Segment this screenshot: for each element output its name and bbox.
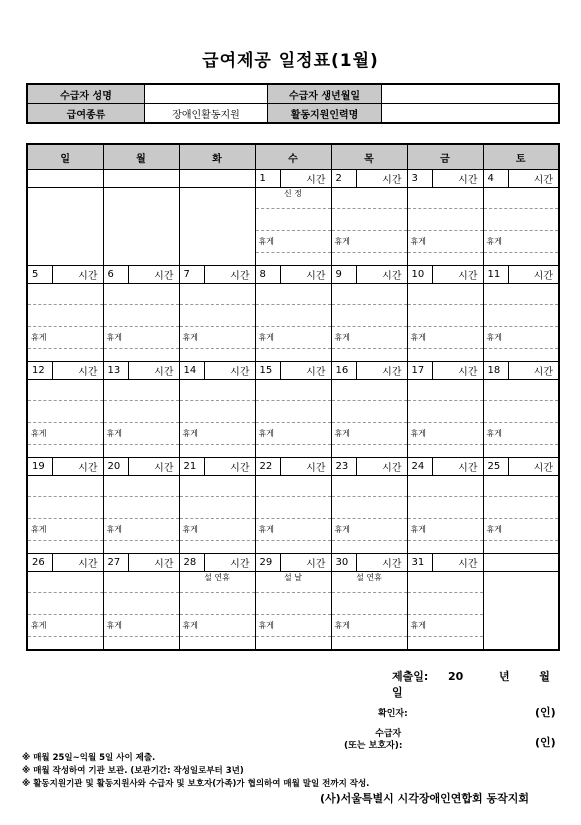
date-cell — [255, 554, 331, 572]
date-cell — [483, 266, 559, 284]
submit-date-line — [392, 668, 581, 700]
week-date-row — [27, 458, 559, 476]
schedule-field[interactable] — [331, 401, 407, 423]
hours-field[interactable]: 시간 — [458, 271, 478, 282]
hours-field[interactable]: 시간 — [382, 559, 402, 570]
date-cell — [255, 170, 331, 188]
schedule-field[interactable] — [103, 593, 179, 615]
day-number: 20 — [104, 458, 129, 475]
holiday-note — [331, 380, 407, 401]
schedule-field[interactable] — [331, 305, 407, 327]
schedule-field[interactable] — [179, 401, 255, 423]
holiday-note — [407, 188, 483, 209]
hours-field[interactable]: 시간 — [78, 463, 98, 474]
rest-field[interactable]: 휴게 — [407, 231, 483, 253]
week-spacer-row — [27, 253, 559, 266]
date-cell — [331, 266, 407, 284]
week-note-row — [27, 380, 559, 401]
holiday-note — [483, 572, 559, 593]
spacer-cell — [407, 253, 483, 266]
rest-field[interactable]: 휴게 — [103, 519, 179, 541]
spacer-cell — [103, 253, 179, 266]
holiday-note — [103, 476, 179, 497]
holiday-note — [483, 476, 559, 497]
holiday-note — [179, 188, 255, 209]
hours-field[interactable]: 시간 — [382, 175, 402, 186]
week-date-row — [27, 554, 559, 572]
schedule-field[interactable] — [483, 401, 559, 423]
holiday-note — [407, 572, 483, 593]
holiday-note — [331, 284, 407, 305]
submit-year-prefix[interactable]: 20 — [447, 670, 464, 683]
hours-field[interactable]: 시간 — [458, 367, 478, 378]
spacer-cell — [483, 253, 559, 266]
day-number: 11 — [484, 266, 509, 283]
spacer-cell — [103, 445, 179, 458]
spacer-cell — [27, 445, 103, 458]
schedule-field[interactable] — [407, 401, 483, 423]
hours-field[interactable]: 시간 — [382, 367, 402, 378]
date-cell — [407, 554, 483, 572]
page-title: 급여제공 일정표(1월) — [202, 51, 379, 71]
schedule-field[interactable] — [103, 401, 179, 423]
hours-field[interactable]: 시간 — [154, 463, 174, 474]
day-number: 18 — [484, 362, 509, 379]
hours-field[interactable]: 시간 — [306, 271, 326, 282]
week-schedule-row — [27, 497, 559, 519]
date-cell — [483, 362, 559, 380]
day-number: 6 — [104, 266, 129, 283]
rest-field — [179, 231, 255, 253]
spacer-cell — [27, 541, 103, 554]
weekday-header: 토 — [483, 144, 559, 170]
schedule-field[interactable] — [331, 497, 407, 519]
day-number: 3 — [408, 170, 433, 187]
notes-block — [22, 752, 369, 791]
spacer-cell — [407, 445, 483, 458]
day-number: 21 — [180, 458, 205, 475]
spacer-cell — [103, 541, 179, 554]
spacer-cell — [179, 349, 255, 362]
holiday-note — [27, 476, 103, 497]
assistant-name-field[interactable] — [382, 104, 560, 124]
hours-field[interactable]: 시간 — [533, 367, 553, 378]
date-cell — [103, 266, 179, 284]
holiday-note — [483, 284, 559, 305]
date-cell — [27, 362, 103, 380]
day-number: 2 — [332, 170, 357, 187]
spacer-cell — [483, 349, 559, 362]
holiday-note — [103, 284, 179, 305]
calendar-table — [26, 143, 560, 651]
spacer-cell — [255, 253, 331, 266]
spacer-cell — [483, 445, 559, 458]
rest-field[interactable]: 휴게 — [483, 231, 559, 253]
schedule-field[interactable] — [331, 209, 407, 231]
week-rest-row — [27, 423, 559, 445]
organization-name: (사)서울특별시 시각장애인연합회 동작지회 — [320, 792, 529, 805]
submit-date-label: 제출일: — [392, 670, 429, 683]
day-number: 14 — [180, 362, 205, 379]
schedule-field — [103, 209, 179, 231]
date-cell — [331, 458, 407, 476]
spacer-cell — [255, 637, 331, 651]
rest-field[interactable]: 휴게 — [407, 423, 483, 445]
date-cell — [179, 458, 255, 476]
day-label: 일 — [392, 686, 403, 699]
hours-field[interactable]: 시간 — [382, 463, 402, 474]
hours-field[interactable]: 시간 — [306, 175, 326, 186]
day-number: 9 — [332, 266, 357, 283]
hours-field[interactable]: 시간 — [78, 271, 98, 282]
benefit-type-field[interactable]: 장애인활동지원 — [145, 104, 268, 124]
spacer-cell — [103, 349, 179, 362]
rest-field[interactable]: 휴게 — [407, 615, 483, 637]
recipient-name-field[interactable] — [145, 84, 268, 104]
holiday-note — [255, 380, 331, 401]
hours-field[interactable]: 시간 — [533, 271, 553, 282]
week-note-row — [27, 476, 559, 497]
rest-field[interactable]: 휴게 — [255, 327, 331, 349]
week-rest-row — [27, 615, 559, 637]
note-line: ※ 매월 25일~익월 5일 사이 제출. — [22, 753, 156, 763]
rest-field[interactable]: 휴게 — [331, 327, 407, 349]
year-label: 년 — [498, 670, 510, 683]
assistant-name-label: 활동지원인력명 — [268, 104, 382, 124]
day-number: 24 — [408, 458, 433, 475]
holiday-note — [483, 188, 559, 209]
hours-field[interactable]: 시간 — [78, 367, 98, 378]
rest-field[interactable]: 휴게 — [255, 519, 331, 541]
schedule-field[interactable] — [27, 593, 103, 615]
schedule-field[interactable] — [255, 401, 331, 423]
date-cell — [407, 170, 483, 188]
holiday-note — [27, 572, 103, 593]
rest-field[interactable]: 휴게 — [255, 615, 331, 637]
note-line: ※ 활동지원기관 및 활동지원사와 수급자 및 보호자(가족)가 협의하여 매월 말일 전까지 작성. — [22, 779, 370, 789]
rest-field[interactable]: 휴게 — [483, 327, 559, 349]
hours-field[interactable]: 시간 — [533, 175, 553, 186]
date-cell — [179, 554, 255, 572]
holiday-note — [103, 380, 179, 401]
hours-field[interactable]: 시간 — [78, 559, 98, 570]
schedule-field[interactable] — [483, 209, 559, 231]
day-number: 13 — [104, 362, 129, 379]
schedule-field[interactable] — [407, 593, 483, 615]
hours-field[interactable]: 시간 — [230, 367, 250, 378]
rest-field[interactable]: 휴게 — [483, 423, 559, 445]
week-note-row — [27, 188, 559, 209]
holiday-note — [407, 284, 483, 305]
hours-field[interactable]: 시간 — [230, 559, 250, 570]
rest-field — [483, 615, 559, 637]
schedule-field[interactable] — [255, 497, 331, 519]
spacer-cell — [331, 253, 407, 266]
holiday-note — [255, 476, 331, 497]
hours-field[interactable]: 시간 — [306, 559, 326, 570]
date-cell — [27, 458, 103, 476]
rest-field[interactable]: 휴게 — [483, 519, 559, 541]
schedule-field[interactable] — [103, 497, 179, 519]
recipient-signature-label — [344, 728, 402, 752]
date-cell — [103, 458, 179, 476]
day-number: 12 — [28, 362, 53, 379]
date-cell — [103, 362, 179, 380]
day-number: 26 — [28, 554, 53, 571]
rest-field[interactable]: 휴게 — [179, 327, 255, 349]
schedule-field[interactable] — [483, 497, 559, 519]
week-schedule-row — [27, 401, 559, 423]
day-number: 28 — [180, 554, 205, 571]
recipient-birth-label: 수급자 생년월일 — [268, 84, 382, 104]
hours-field[interactable]: 시간 — [533, 463, 553, 474]
rest-field — [103, 231, 179, 253]
date-cell — [331, 554, 407, 572]
holiday-note: 설 연휴 — [179, 572, 255, 593]
spacer-cell — [179, 637, 255, 651]
month-label: 월 — [539, 670, 550, 683]
schedule-field[interactable] — [179, 593, 255, 615]
holiday-note — [483, 380, 559, 401]
spacer-cell — [407, 541, 483, 554]
date-cell — [483, 554, 559, 572]
day-number: 25 — [484, 458, 509, 475]
holiday-note: 신 정 — [255, 188, 331, 209]
hours-field[interactable]: 시간 — [154, 367, 174, 378]
week-date-row — [27, 170, 559, 188]
recipient-name-label: 수급자 성명 — [27, 84, 145, 104]
rest-field[interactable]: 휴게 — [179, 519, 255, 541]
schedule-field[interactable] — [407, 209, 483, 231]
date-cell — [255, 266, 331, 284]
date-cell — [255, 362, 331, 380]
schedule-field — [483, 593, 559, 615]
holiday-note — [103, 572, 179, 593]
rest-field[interactable]: 휴게 — [103, 615, 179, 637]
rest-field[interactable]: 휴게 — [179, 423, 255, 445]
holiday-note — [103, 188, 179, 209]
day-number: 4 — [484, 170, 509, 187]
day-number: 8 — [256, 266, 281, 283]
week-note-row — [27, 284, 559, 305]
schedule-field[interactable] — [407, 497, 483, 519]
day-number: 31 — [408, 554, 433, 571]
schedule-field[interactable] — [255, 593, 331, 615]
rest-field[interactable]: 휴게 — [331, 519, 407, 541]
holiday-note — [331, 188, 407, 209]
spacer-cell — [483, 541, 559, 554]
spacer-cell — [103, 637, 179, 651]
schedule-field[interactable] — [407, 305, 483, 327]
week-spacer-row — [27, 637, 559, 651]
guardian-label: (또는 보호자): — [344, 741, 403, 751]
spacer-cell — [27, 637, 103, 651]
date-cell — [179, 362, 255, 380]
spacer-cell — [331, 349, 407, 362]
rest-field[interactable]: 휴게 — [407, 519, 483, 541]
spacer-cell — [255, 541, 331, 554]
spacer-cell — [331, 445, 407, 458]
week-spacer-row — [27, 541, 559, 554]
rest-field[interactable]: 휴게 — [179, 615, 255, 637]
weekday-header: 수 — [255, 144, 331, 170]
rest-field[interactable]: 휴게 — [331, 231, 407, 253]
spacer-cell — [407, 637, 483, 651]
spacer-cell — [255, 445, 331, 458]
day-number: 19 — [28, 458, 53, 475]
date-cell — [255, 458, 331, 476]
week-rest-row — [27, 519, 559, 541]
weekday-header: 목 — [331, 144, 407, 170]
schedule-field[interactable] — [103, 305, 179, 327]
date-cell — [27, 170, 103, 188]
rest-field[interactable]: 휴게 — [27, 423, 103, 445]
holiday-note — [179, 476, 255, 497]
week-rest-row — [27, 327, 559, 349]
weekday-header-row — [27, 144, 559, 170]
week-schedule-row — [27, 305, 559, 327]
schedule-field[interactable] — [255, 209, 331, 231]
week-spacer-row — [27, 349, 559, 362]
holiday-note — [179, 284, 255, 305]
day-number: 16 — [332, 362, 357, 379]
spacer-cell — [255, 349, 331, 362]
schedule-field[interactable] — [27, 497, 103, 519]
spacer-cell — [407, 349, 483, 362]
rest-field[interactable]: 휴게 — [255, 231, 331, 253]
day-number: 17 — [408, 362, 433, 379]
schedule-field[interactable] — [255, 305, 331, 327]
week-schedule-row — [27, 593, 559, 615]
spacer-cell — [331, 541, 407, 554]
day-number: 1 — [256, 170, 281, 187]
hours-field[interactable]: 시간 — [154, 271, 174, 282]
date-cell — [103, 554, 179, 572]
week-schedule-row — [27, 209, 559, 231]
recipient-birth-field[interactable] — [382, 84, 560, 104]
holiday-note — [179, 380, 255, 401]
hours-field[interactable]: 시간 — [306, 367, 326, 378]
date-cell — [483, 170, 559, 188]
spacer-cell — [27, 349, 103, 362]
week-date-row — [27, 362, 559, 380]
holiday-note — [27, 188, 103, 209]
day-number: 10 — [408, 266, 433, 283]
holiday-note: 설 연휴 — [331, 572, 407, 593]
rest-field[interactable]: 휴게 — [407, 327, 483, 349]
schedule-field[interactable] — [483, 305, 559, 327]
recipient-seal[interactable]: (인) — [535, 736, 556, 749]
schedule-field[interactable] — [179, 305, 255, 327]
week-date-row — [27, 266, 559, 284]
holiday-note — [27, 284, 103, 305]
day-number: 7 — [180, 266, 205, 283]
rest-field[interactable]: 휴게 — [27, 327, 103, 349]
recipient-info-table — [26, 83, 560, 124]
day-number: 15 — [256, 362, 281, 379]
hours-field[interactable]: 시간 — [458, 463, 478, 474]
weekday-header: 월 — [103, 144, 179, 170]
weekday-header: 일 — [27, 144, 103, 170]
schedule-field — [179, 209, 255, 231]
rest-field[interactable]: 휴게 — [255, 423, 331, 445]
day-number: 30 — [332, 554, 357, 571]
hours-field[interactable]: 시간 — [458, 175, 478, 186]
date-cell — [103, 170, 179, 188]
day-number: 22 — [256, 458, 281, 475]
date-cell — [27, 554, 103, 572]
date-cell — [179, 266, 255, 284]
date-cell — [27, 266, 103, 284]
schedule-field[interactable] — [27, 305, 103, 327]
week-rest-row — [27, 231, 559, 253]
hours-field[interactable]: 시간 — [458, 559, 478, 570]
confirmer-seal[interactable]: (인) — [535, 706, 556, 719]
date-cell — [483, 458, 559, 476]
rest-field[interactable]: 휴게 — [103, 423, 179, 445]
rest-field[interactable]: 휴게 — [331, 423, 407, 445]
spacer-cell — [27, 253, 103, 266]
holiday-note: 설 날 — [255, 572, 331, 593]
schedule-field — [27, 209, 103, 231]
date-cell — [331, 170, 407, 188]
day-number: 27 — [104, 554, 129, 571]
date-cell — [331, 362, 407, 380]
date-cell — [407, 458, 483, 476]
schedule-field[interactable] — [27, 401, 103, 423]
date-cell — [407, 362, 483, 380]
note-line: ※ 매월 작성하여 기관 보관. (보관기간: 작성일로부터 3년) — [22, 766, 244, 776]
spacer-cell — [179, 541, 255, 554]
rest-field[interactable]: 휴게 — [331, 615, 407, 637]
holiday-note — [407, 380, 483, 401]
confirmer-label: 확인자: — [378, 709, 408, 719]
hours-field[interactable]: 시간 — [230, 271, 250, 282]
spacer-cell — [179, 253, 255, 266]
spacer-cell — [331, 637, 407, 651]
rest-field[interactable]: 휴게 — [103, 327, 179, 349]
schedule-field[interactable] — [331, 593, 407, 615]
day-number: 23 — [332, 458, 357, 475]
hours-field[interactable]: 시간 — [230, 463, 250, 474]
holiday-note — [407, 476, 483, 497]
hours-field[interactable]: 시간 — [382, 271, 402, 282]
holiday-note — [331, 476, 407, 497]
weekday-header: 금 — [407, 144, 483, 170]
schedule-field[interactable] — [179, 497, 255, 519]
weekday-header: 화 — [179, 144, 255, 170]
day-number: 5 — [28, 266, 53, 283]
holiday-note — [27, 380, 103, 401]
spacer-cell — [483, 637, 559, 651]
holiday-note — [255, 284, 331, 305]
recipient-label: 수급자 — [375, 729, 402, 739]
benefit-type-label: 급여종류 — [27, 104, 145, 124]
hours-field[interactable]: 시간 — [306, 463, 326, 474]
spacer-cell — [179, 445, 255, 458]
day-number: 29 — [256, 554, 281, 571]
rest-field[interactable]: 휴게 — [27, 519, 103, 541]
week-note-row — [27, 572, 559, 593]
week-spacer-row — [27, 445, 559, 458]
date-cell — [179, 170, 255, 188]
date-cell — [407, 266, 483, 284]
hours-field[interactable]: 시간 — [154, 559, 174, 570]
rest-field — [27, 231, 103, 253]
rest-field[interactable]: 휴게 — [27, 615, 103, 637]
